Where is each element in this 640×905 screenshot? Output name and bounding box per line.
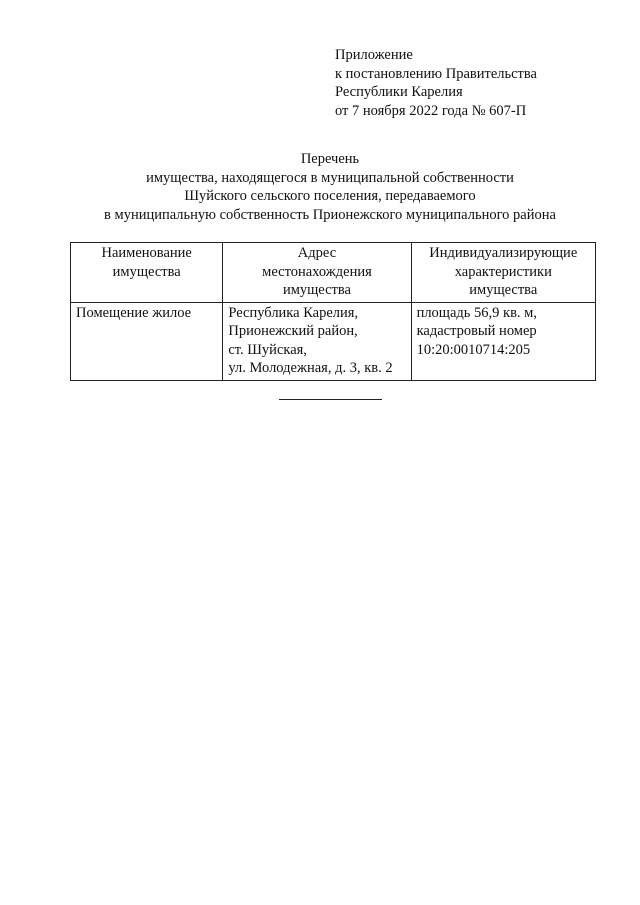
cell-address [223, 302, 411, 380]
cell-line: кадастровый номер [416, 323, 537, 339]
cell-line: 10:20:0010714:205 [416, 341, 531, 358]
document-title [60, 150, 600, 224]
title-line: Шуйского сельского поселения, передаваемого [184, 188, 476, 204]
header-address [223, 243, 411, 303]
header-name [71, 243, 223, 303]
cell-characteristics [411, 302, 595, 380]
cell-line: Республика Карелия, [228, 304, 359, 321]
header-line: местонахождения [262, 263, 372, 280]
cell-line: Прионежский район, [228, 323, 358, 339]
header-line: имущества [469, 282, 538, 298]
header-line: характеристики [454, 263, 552, 280]
cell-line: ст. Шуйская, [228, 341, 307, 358]
title-heading: Перечень [300, 151, 360, 167]
appendix-line: к постановлению Правительства [335, 65, 537, 82]
header-line: Адрес [297, 245, 337, 261]
table-row [71, 302, 596, 380]
appendix-line: от 7 ноября 2022 года № 607-П [335, 102, 527, 119]
title-line: имущества, находящегося в муниципальной собственности [146, 169, 514, 186]
title-line: в муниципальную собственность Прионежского муниципального района [104, 206, 556, 223]
table-header-row [71, 243, 596, 303]
appendix-note [335, 46, 537, 120]
cell-name [71, 302, 223, 380]
header-line: имущества [282, 282, 351, 298]
cell-line: ул. Молодежная, д. 3, кв. 2 [228, 360, 393, 376]
header-line: Наименование [101, 245, 192, 261]
end-rule-divider [279, 399, 382, 400]
header-line: имущества [112, 263, 181, 280]
property-table [70, 242, 596, 381]
header-line: Индивидуализирующие [429, 245, 578, 261]
cell-line: площадь 56,9 кв. м, [416, 304, 537, 321]
appendix-line: Республики Карелия [335, 84, 463, 100]
appendix-line: Приложение [335, 47, 413, 63]
cell-line: Помещение жилое [76, 304, 192, 321]
header-characteristics [411, 243, 595, 303]
